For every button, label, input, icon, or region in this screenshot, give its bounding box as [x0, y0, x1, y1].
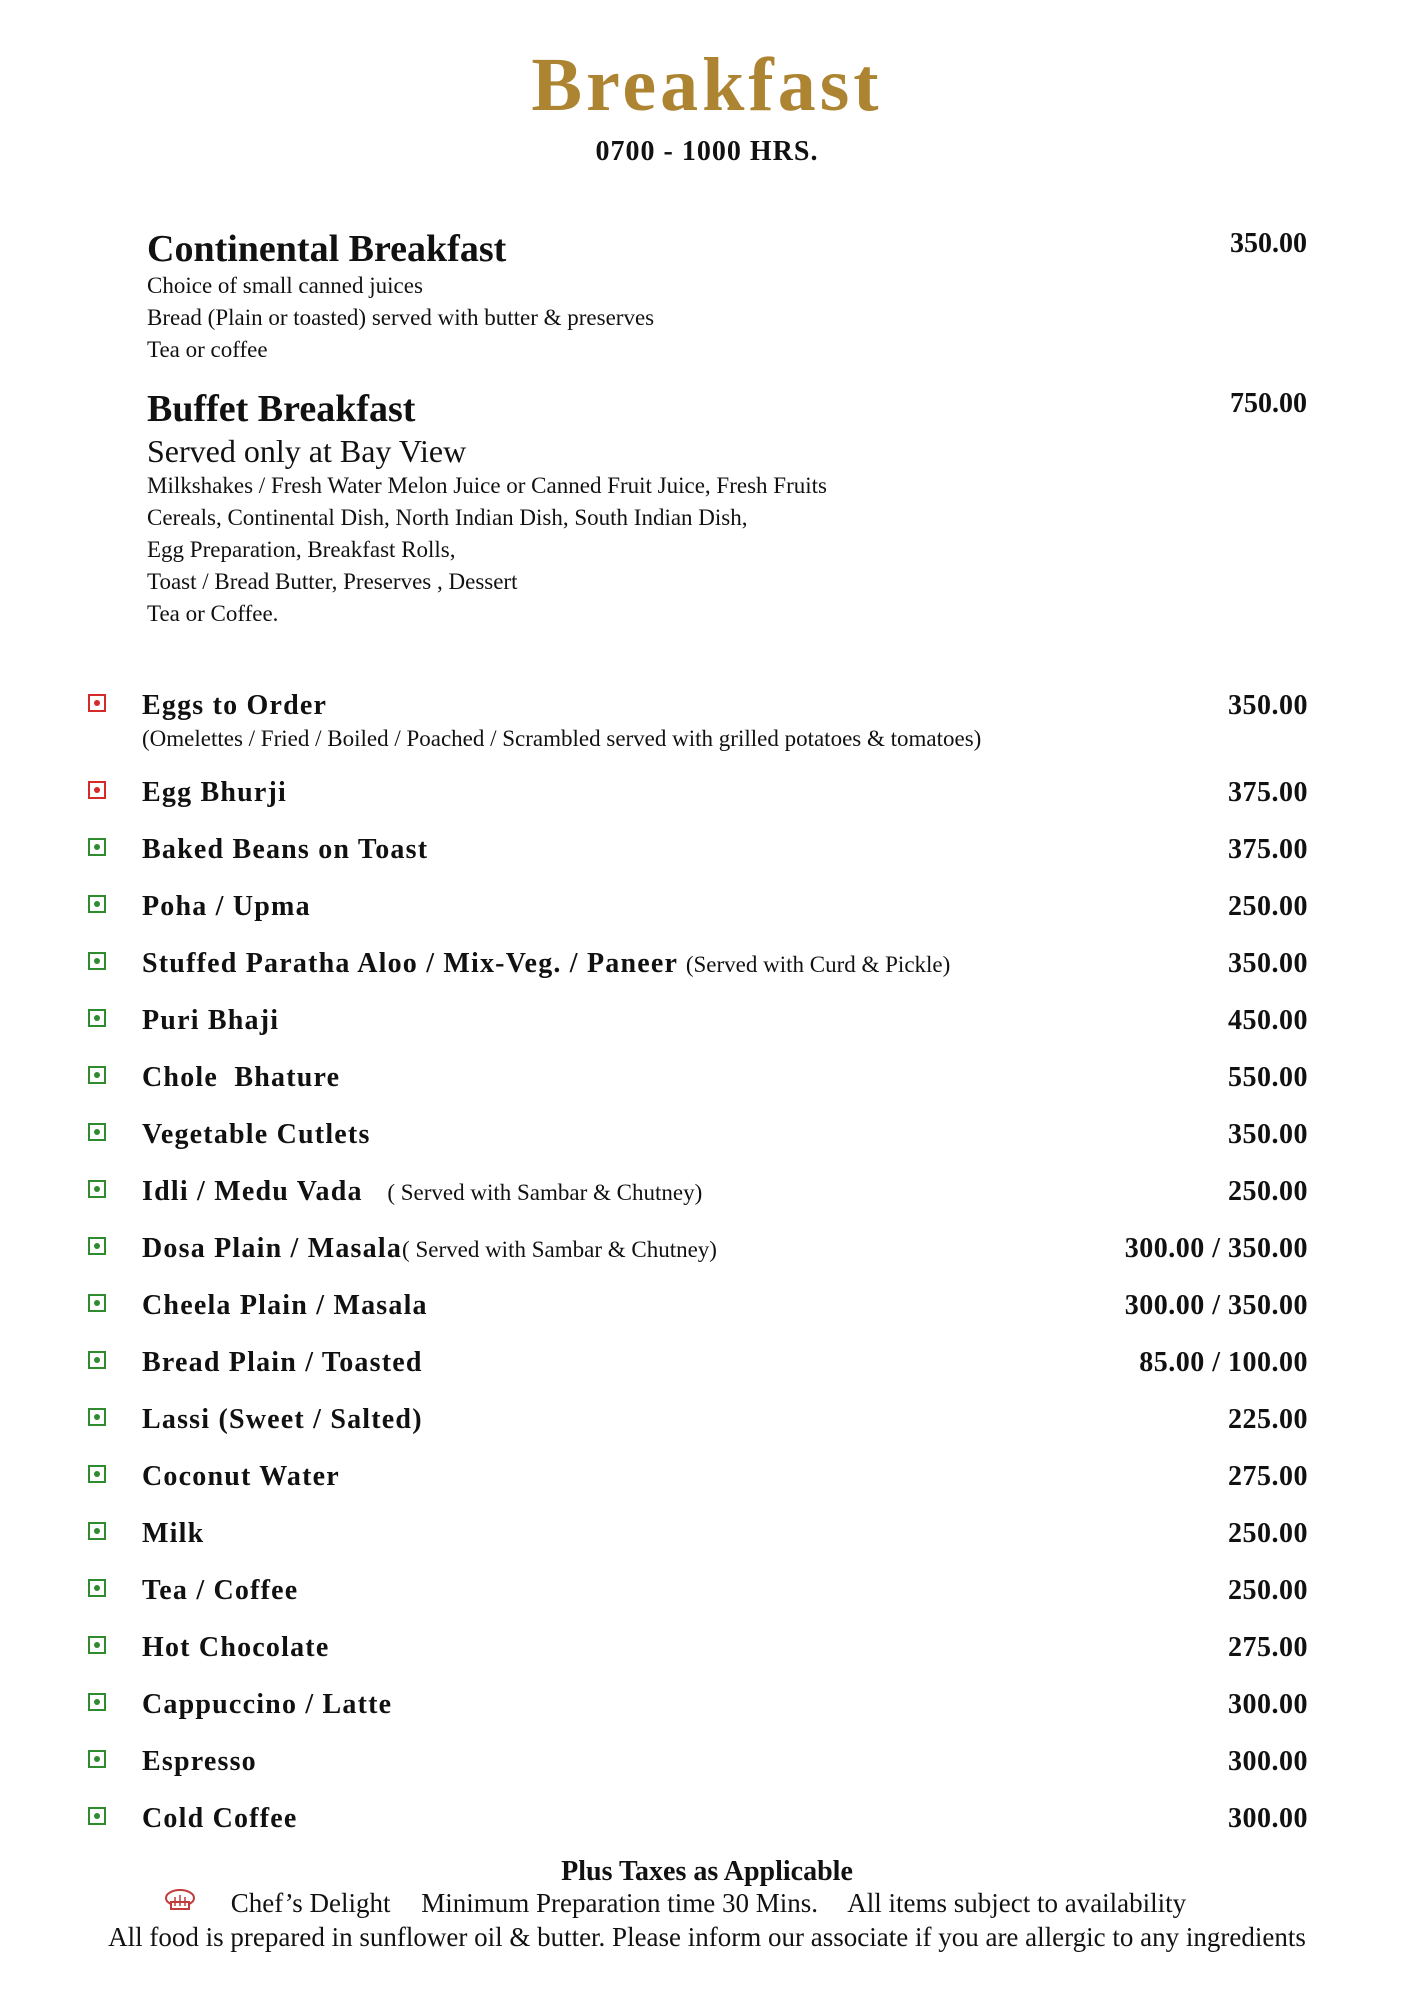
menu-item-milk [86, 1516, 1308, 1556]
item-price: 350.00 [1228, 690, 1308, 721]
item-name: Lassi (Sweet / Salted) [142, 1404, 423, 1435]
veg-icon [88, 1237, 106, 1255]
special-line: Milkshakes / Fresh Water Melon Juice or Canned Fruit Juice, Fresh Fruits [147, 473, 827, 498]
item-price: 275.00 [1228, 1632, 1308, 1663]
availability-note: All items subject to availability [847, 1888, 1187, 1918]
item-name: Cappuccino / Latte [142, 1689, 393, 1720]
item-name [142, 946, 950, 983]
menu-item-bread [86, 1345, 1308, 1385]
veg-icon [88, 1750, 106, 1768]
veg-icon [88, 895, 106, 913]
item-note: (Served with Curd & Pickle) [685, 952, 951, 977]
veg-icon [88, 1009, 106, 1027]
special-line: Tea or coffee [147, 337, 268, 362]
item-name: Espresso [142, 1746, 257, 1777]
item-price: 450.00 [1228, 1005, 1308, 1036]
chef-delight-label: Chef’s Delight [230, 1888, 391, 1918]
item-name: Puri Bhaji [142, 1005, 280, 1036]
veg-icon [88, 1294, 106, 1312]
special-line: Cereals, Continental Dish, North Indian Dish, South Indian Dish, [147, 505, 748, 530]
item-name: Chole Bhature [142, 1062, 341, 1093]
item-price: 350.00 [1228, 948, 1308, 979]
menu-item-espresso [86, 1744, 1308, 1784]
item-name: Poha / Upma [142, 891, 311, 922]
veg-icon [88, 1351, 106, 1369]
menu-item-tea-coffee [86, 1573, 1308, 1613]
menu-item-lassi [86, 1402, 1308, 1442]
veg-icon [88, 952, 106, 970]
veg-icon [88, 1408, 106, 1426]
special-line: Tea or Coffee. [147, 601, 279, 626]
menu-item-baked-beans [86, 832, 1308, 872]
item-name: Hot Chocolate [142, 1632, 330, 1663]
item-price: 300.00 [1228, 1689, 1308, 1720]
veg-icon [88, 1807, 106, 1825]
special-name: Buffet Breakfast [147, 388, 416, 430]
item-name: Cheela Plain / Masala [142, 1290, 428, 1321]
veg-icon [88, 1066, 106, 1084]
special-line: Bread (Plain or toasted) served with butter & preserves [147, 305, 655, 330]
menu-item-stuffed-paratha [86, 946, 1308, 986]
prep-time-note: Minimum Preparation time 30 Mins. [421, 1888, 818, 1918]
veg-icon [88, 1123, 106, 1141]
item-name: Egg Bhurji [142, 777, 288, 808]
item-price: 375.00 [1228, 777, 1308, 808]
item-name-text: Dosa Plain / Masala [142, 1233, 403, 1264]
item-name: Tea / Coffee [142, 1575, 299, 1606]
menu-item-cheela [86, 1288, 1308, 1328]
special-line: Egg Preparation, Breakfast Rolls, [147, 537, 456, 562]
menu-item-egg-bhurji [86, 775, 1308, 815]
veg-icon [88, 1180, 106, 1198]
special-subtitle: Served only at Bay View [147, 433, 467, 469]
menu-item-poha-upma [86, 889, 1308, 929]
item-price: 225.00 [1228, 1404, 1308, 1435]
special-line: Choice of small canned juices [147, 273, 423, 298]
veg-icon [88, 1693, 106, 1711]
veg-icon [88, 1465, 106, 1483]
special-price: 350.00 [1230, 228, 1307, 259]
menu-item-dosa [86, 1231, 1308, 1271]
item-name: Coconut Water [142, 1461, 340, 1492]
item-price: 300.00 / 350.00 [1124, 1233, 1308, 1264]
item-price: 350.00 [1228, 1119, 1308, 1150]
item-note: ( Served with Sambar & Chutney) [402, 1237, 717, 1262]
item-name [142, 1174, 702, 1211]
item-name: Cold Coffee [142, 1803, 298, 1834]
serving-hours: 0700 - 1000 HRS. [595, 136, 819, 167]
item-name: Baked Beans on Toast [142, 834, 429, 865]
item-price: 250.00 [1228, 1176, 1308, 1207]
menu-item-vegetable-cutlets [86, 1117, 1308, 1157]
special-name: Continental Breakfast [147, 228, 507, 270]
item-price: 375.00 [1228, 834, 1308, 865]
item-description: (Omelettes / Fried / Boiled / Poached / Scrambled served with grilled potatoes & tomatoes) [142, 726, 982, 751]
veg-icon [88, 1522, 106, 1540]
item-name [142, 1231, 717, 1268]
taxes-note: Plus Taxes as Applicable [561, 1856, 853, 1887]
item-price: 275.00 [1228, 1461, 1308, 1492]
chef-hat-icon [160, 1888, 200, 1914]
special-line: Toast / Bread Butter, Preserves , Dessert [147, 569, 518, 594]
item-price: 300.00 / 350.00 [1124, 1290, 1308, 1321]
item-price: 300.00 [1228, 1746, 1308, 1777]
special-continental-breakfast [147, 228, 1307, 366]
item-name: Vegetable Cutlets [142, 1119, 371, 1150]
item-price: 250.00 [1228, 1518, 1308, 1549]
veg-icon [88, 838, 106, 856]
menu-item-eggs-to-order [86, 688, 1308, 751]
menu-item-idli-medu-vada [86, 1174, 1308, 1214]
item-name-text: Stuffed Paratha Aloo / Mix-Veg. / Paneer [142, 948, 678, 979]
menu-item-puri-bhaji [86, 1003, 1308, 1043]
footer-notes [160, 1888, 1210, 1919]
menu-item-chole-bhature [86, 1060, 1308, 1100]
allergy-note: All food is prepared in sunflower oil & butter. Please inform our associate if you are allergic to any ingredients [108, 1922, 1306, 1952]
page-title: Breakfast [531, 43, 883, 127]
menu-item-cold-coffee [86, 1801, 1308, 1841]
item-price: 250.00 [1228, 891, 1308, 922]
item-name: Bread Plain / Toasted [142, 1347, 423, 1378]
veg-icon [88, 1579, 106, 1597]
item-price: 550.00 [1228, 1062, 1308, 1093]
non-veg-icon [88, 694, 106, 712]
item-price: 85.00 / 100.00 [1139, 1347, 1308, 1378]
item-note: ( Served with Sambar & Chutney) [387, 1180, 703, 1205]
item-price: 300.00 [1228, 1803, 1308, 1834]
item-price: 250.00 [1228, 1575, 1308, 1606]
non-veg-icon [88, 781, 106, 799]
item-name: Milk [142, 1518, 205, 1549]
veg-icon [88, 1636, 106, 1654]
special-buffet-breakfast [147, 388, 1307, 630]
item-name-text: Idli / Medu Vada [142, 1176, 363, 1207]
special-price: 750.00 [1230, 388, 1307, 419]
menu-item-hot-chocolate [86, 1630, 1308, 1670]
menu-item-cappuccino-latte [86, 1687, 1308, 1727]
menu-item-coconut-water [86, 1459, 1308, 1499]
item-name: Eggs to Order [142, 690, 328, 721]
